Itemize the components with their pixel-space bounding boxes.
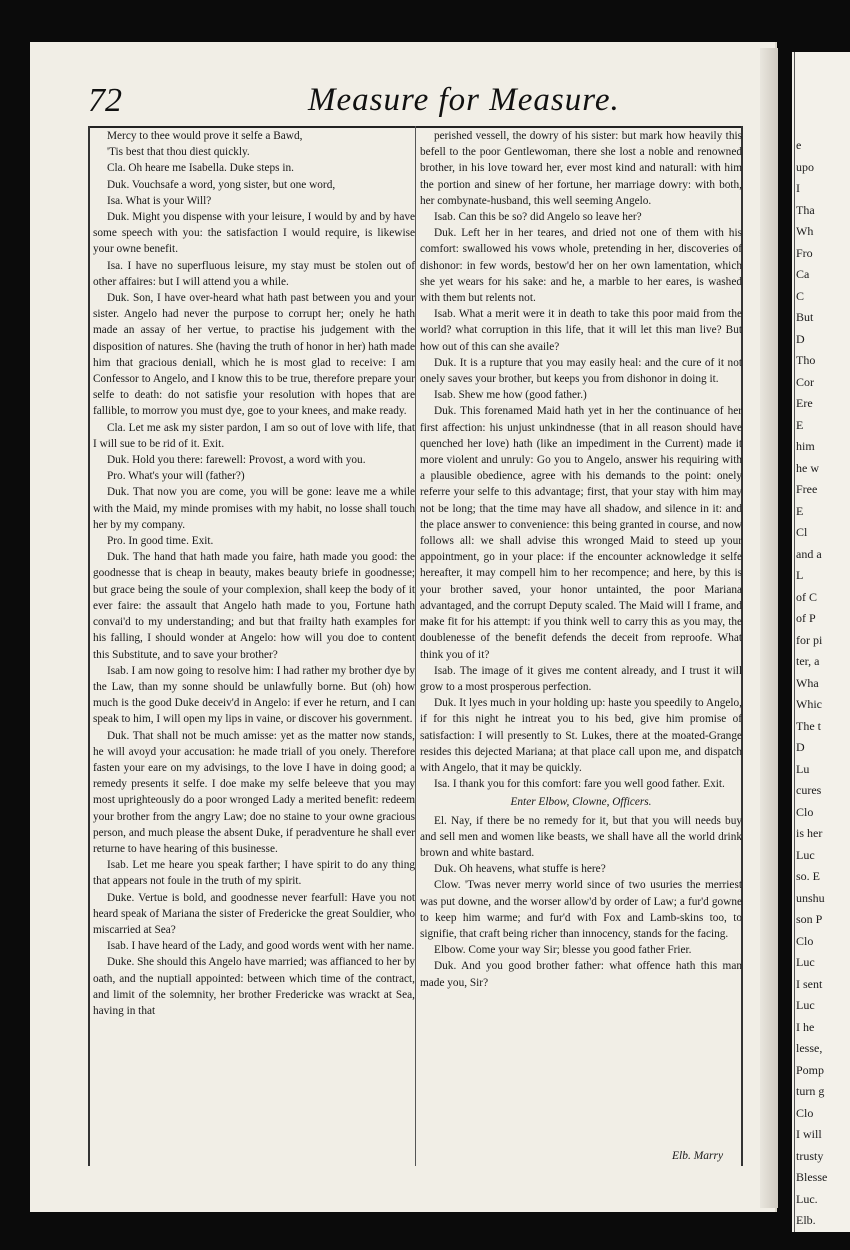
- speech-paragraph: Isab. Shew me how (good father.): [434, 389, 587, 402]
- speech-paragraph: Duk. This forenamed Maid hath yet in her the continuance of her first affection: his unjust unkindnesse (that in all reason should have quenched her love) hath (like an impediment in the Current) made it more violent and unruly: Go you to Angelo, answer his requiring with a plausible obedience, agree with his demands to the point: onely referre your selfe to this advantage; first, that your stay with him may not be long; that the time may have all shadow, and silence in it: and the place answer to convenience: this being granted in course, and now follows all: we shall advise this wronged Maid to steed up your appointment, go in your place: if the encounter acknowledge it selfe hereafter, it may compell him to her recompence; and here, by this is your brother saved, your honor untainted, the poor Mariana advantaged, and the corrupt Deputy scaled. The Maid will I frame, and make fit for his attempt: if you think well to carry this as you may, the doublenesse of the benefit defends the deceit from reproofe. What think you of it?: [420, 405, 742, 661]
- catchword: Elb. Marry: [672, 1150, 724, 1162]
- speech-paragraph: Pro. In good time. Exit.: [107, 535, 214, 548]
- adjacent-page-fragment-text: Clo: [796, 804, 814, 819]
- adjacent-page-fragment-text: D: [796, 740, 805, 754]
- adjacent-page-fragment-text: I: [796, 181, 800, 195]
- adjacent-page-fragment-text: Fro: [796, 245, 813, 260]
- page-header: [88, 82, 740, 124]
- adjacent-page-fragment-text: C: [796, 288, 805, 303]
- adjacent-page-fragment-text: Tha: [796, 202, 815, 217]
- speech-paragraph: Duk. And you good brother father: what offence hath this man made you, Sir?: [420, 960, 742, 989]
- page-edge: [760, 48, 778, 1208]
- adjacent-page-fragment-text: Wha: [796, 675, 819, 690]
- speech-paragraph: Isab. I am now going to resolve him: I had rather my brother dye by the Law, than my sonne should be unlawfully borne. But (oh) how much is the good Duke deceiv'd in Angelo: if ever he return, and I can speak to him, I will open my lips in vaine, or discover his government.: [93, 664, 415, 726]
- speech-paragraph: Duk. That now you are come, you will be gone: leave me a while with the Maid, my minde promises with my habit, no losse shall touch her by my company.: [93, 486, 415, 531]
- adjacent-page-fragment-text: Luc: [796, 955, 815, 969]
- adjacent-page-fragment-text: D: [796, 331, 805, 346]
- speech-paragraph: Duk. It is a rupture that you may easily heal: and the cure of it not onely saves your brother, but keeps you from dishonor in doing it.: [420, 356, 742, 386]
- adjacent-page-fragment-text: Blesse: [796, 1170, 828, 1184]
- speech-paragraph: Duk. The hand that hath made you faire, hath made you good: the goodnesse that is cheap in beauty, makes beauty briefe in goodnesse; but grace being the soule of your complexion, shall keep the body of it ever faire: the assault that Angelo hath made to you, Fortune hath convai'd to my understanding; and but that frailty hath examples for his falling, I should wonder at Angelo: how will you doe to content this Substitute, and to save your brother?: [93, 551, 415, 661]
- adjacent-page-fragment-text: Clo: [796, 1105, 814, 1120]
- left-column: [93, 128, 415, 1019]
- adjacent-page-fragment-text: Whic: [796, 697, 822, 711]
- speech-paragraph: Isab. What a merit were it in death to take this poor maid from the world? what corruption in this life, that it will let this man live? But how out of this can she availe?: [420, 308, 742, 353]
- page-number: 72: [88, 82, 122, 119]
- adjacent-page-fragment-text: turn g: [796, 1084, 825, 1098]
- adjacent-page-fragment: [792, 52, 850, 1232]
- adjacent-page-fragment-text: Luc: [796, 847, 815, 862]
- adjacent-page-fragment-text: Lu: [796, 761, 810, 776]
- adjacent-page-fragment-text: Clo: [796, 933, 814, 948]
- adjacent-page-fragment-text: Free: [796, 482, 818, 496]
- adjacent-page-fragment-text: Ca: [796, 267, 810, 281]
- speech-paragraph: Duk. Vouchsafe a word, yong sister, but one word,: [107, 178, 336, 191]
- speech-paragraph: Isab. The image of it gives me content already, and I trust it will grow to a most prosperous perfection.: [420, 664, 742, 693]
- speech-paragraph: Mercy to thee would prove it selfe a Bawd,: [107, 130, 303, 142]
- adjacent-page-fragment-text: upo: [796, 159, 814, 174]
- frame-left-rule: [88, 126, 90, 1166]
- speech-paragraph: Duk. Oh heavens, what stuffe is here?: [434, 863, 606, 876]
- adjacent-page-fragment-text: and a: [796, 546, 822, 561]
- adjacent-page-fragment-text: Elb.: [796, 1213, 816, 1227]
- adjacent-page-fragment-text: trusty: [796, 1148, 824, 1163]
- speech-paragraph: perished vessell, the dowry of his sister: but mark how heavily this befell to the poor Gentlewoman, there she lost a noble and renowned brother, in his love toward her, ever most kind and naturall: with him the portion and sinew of her fortune, her marriage dowry: with both, her combynate-husband, this well seeming Angelo.: [420, 130, 742, 207]
- speech-paragraph: Duk. Hold you there: farewell: Provost, a word with you.: [107, 454, 366, 467]
- speech-paragraph: Duk. Might you dispense with your leisure, I would by and by have some speech with you: the satisfaction I would require, is likewise your owne benefit.: [93, 211, 415, 256]
- speech-paragraph: Isab. Let me heare you speak farther; I have spirit to do any thing that appears not foule in the truth of my spirit.: [93, 859, 415, 888]
- adjacent-page-fragment-text: cures: [796, 783, 822, 797]
- speech-paragraph: El. Nay, if there be no remedy for it, but that you will needs buy and sell men and women like beasts, we shall have all the world drink brown and white bastard.: [420, 814, 742, 859]
- adjacent-page-fragment-text: so. E: [796, 869, 820, 883]
- adjacent-page-fragment-text: lesse,: [796, 1041, 823, 1055]
- adjacent-page-rule: [794, 52, 795, 1232]
- adjacent-page-fragment-text: L: [796, 568, 804, 582]
- adjacent-page-fragment-text: I he: [796, 1019, 815, 1034]
- adjacent-page-fragment-text: But: [796, 310, 814, 324]
- adjacent-page-fragment-text: Luc.: [796, 1191, 818, 1206]
- speech-paragraph: Cla. Oh heare me Isabella. Duke steps in.: [107, 162, 294, 175]
- column-divider: [415, 126, 416, 1166]
- speech-paragraph: Isa. What is your Will?: [107, 194, 212, 207]
- speech-paragraph: Pro. What's your will (father?): [107, 470, 245, 483]
- adjacent-page-fragment-text: Cl: [796, 525, 808, 539]
- speech-paragraph: Duke. She should this Angelo have married; was affianced to her by oath, and the nuptiall appointed: between which time of the contract, and limit of the solemnity, her brother Fredericke was wrackt at Sea, having in that: [93, 956, 415, 1017]
- adjacent-page-fragment-text: him: [796, 439, 815, 453]
- speech-paragraph: Duk. Son, I have over-heard what hath past between you and your sister. Angelo had never the purpose to corrupt her; onely he hath made an assay of her vertue, to practise his judgement with the disposition of natures. She (having the truth of honor in her) hath made him that gracious deniall, which he is most glad to receive: I am Confessor to Angelo, and I know this to be true, therefore prepare your selfe to death: do not satisfie your resolution with hopes that are fallible, to morrow you must dye, goe to your knees, and make ready.: [93, 292, 415, 418]
- speech-paragraph: Duke. Vertue is bold, and goodnesse never fearfull: Have you not heard speak of Mariana the sister of Fredericke the great Souldier, who miscarried at Sea?: [93, 891, 415, 936]
- adjacent-page-fragment-text: Tho: [796, 353, 816, 367]
- speech-paragraph: Isa. I thank you for this comfort: fare you well good father. Exit.: [434, 778, 725, 791]
- adjacent-page-fragment-text: E: [796, 503, 804, 518]
- speech-paragraph: 'Tis best that thou diest quickly.: [107, 146, 250, 159]
- adjacent-page-fragment-text: I will: [796, 1127, 822, 1141]
- speech-paragraph: Duk. That shall not be much amisse: yet as the matter now stands, he will avoyd your accusation: he made triall of you onely. Therefore fasten your eare on my advisings, to the love I have in doing good; a remedy presents it selfe. I doe make my selfe beleeve that you may most uprighteously do a poor wronged Lady a merited benefit: redeem your brother from the angry Law; doe no staine to your owne gracious person, and much please the absent Duke, if peradventure he shall ever returne to have hearing of this businesse.: [93, 729, 415, 855]
- adjacent-page-fragment-text: is her: [796, 826, 823, 840]
- adjacent-page-fragment-text: ter, a: [796, 654, 820, 668]
- adjacent-page-fragment-text: The t: [796, 718, 821, 733]
- adjacent-page-fragment-text: of P: [796, 611, 816, 625]
- adjacent-page-fragment-text: Ere: [796, 396, 813, 410]
- adjacent-page-fragment-text: son P: [796, 912, 823, 926]
- adjacent-page-fragment-text: Luc: [796, 998, 815, 1012]
- speech-paragraph: Clow. 'Twas never merry world since of two usuries the merriest was put downe, and the worser allow'd by order of Law; a fur'd gowne to keep him warme; and fur'd with Fox and Lamb-skins too, to signifie, that craft being richer than innocency, stands for the facing.: [420, 879, 742, 940]
- speech-paragraph: Cla. Let me ask my sister pardon, I am so out of love with life, that I will sue to be rid of it. Exit.: [93, 421, 415, 450]
- adjacent-page-fragment-text: unshu: [796, 890, 825, 905]
- speech-paragraph: Elbow. Come your way Sir; blesse you good father Frier.: [434, 944, 692, 957]
- speech-paragraph: Isab. I have heard of the Lady, and good words went with her name.: [107, 940, 415, 953]
- right-column: [420, 128, 742, 991]
- adjacent-page-fragment-text: Wh: [796, 224, 814, 238]
- speech-paragraph: Duk. It lyes much in your holding up: haste you speedily to Angelo, if for this night he intreat you to his bed, give him promise of satisfaction: I will presently to St. Lukes, there at the moated-Grange resides this dejected Mariana; at that place call upon me, and dispatch with Angelo, that it may be quickly.: [420, 697, 742, 774]
- stage-direction: Enter Elbow, Clowne, Officers.: [510, 796, 652, 809]
- speech-paragraph: Duk. Left her in her teares, and dried not one of them with his comfort: swallowed his vows whole, pretending in her, discoveries of dishonor: in few words, bestow'd her on her own lamentation, which she yet wears for his sake: and he, a marble to her eares, is washed with them but relents not.: [420, 227, 742, 305]
- adjacent-page-fragment-text: for pi: [796, 632, 823, 647]
- adjacent-page-fragment-text: Pomp: [796, 1062, 825, 1077]
- adjacent-page-fragment-text: Cor: [796, 374, 814, 389]
- adjacent-page-fragment-text: of C: [796, 589, 817, 604]
- running-title: Measure for Measure.: [308, 82, 620, 118]
- adjacent-page-fragment-text: e: [796, 138, 802, 152]
- adjacent-page-fragment-text: I sent: [796, 976, 823, 991]
- speech-paragraph: Isa. I have no superfluous leisure, my stay must be stolen out of other affaires: but I will attend you a while.: [93, 259, 415, 288]
- adjacent-page-fragment-text: he w: [796, 460, 819, 475]
- adjacent-page-fragment-text: E: [796, 417, 804, 432]
- speech-paragraph: Isab. Can this be so? did Angelo so leave her?: [434, 211, 642, 224]
